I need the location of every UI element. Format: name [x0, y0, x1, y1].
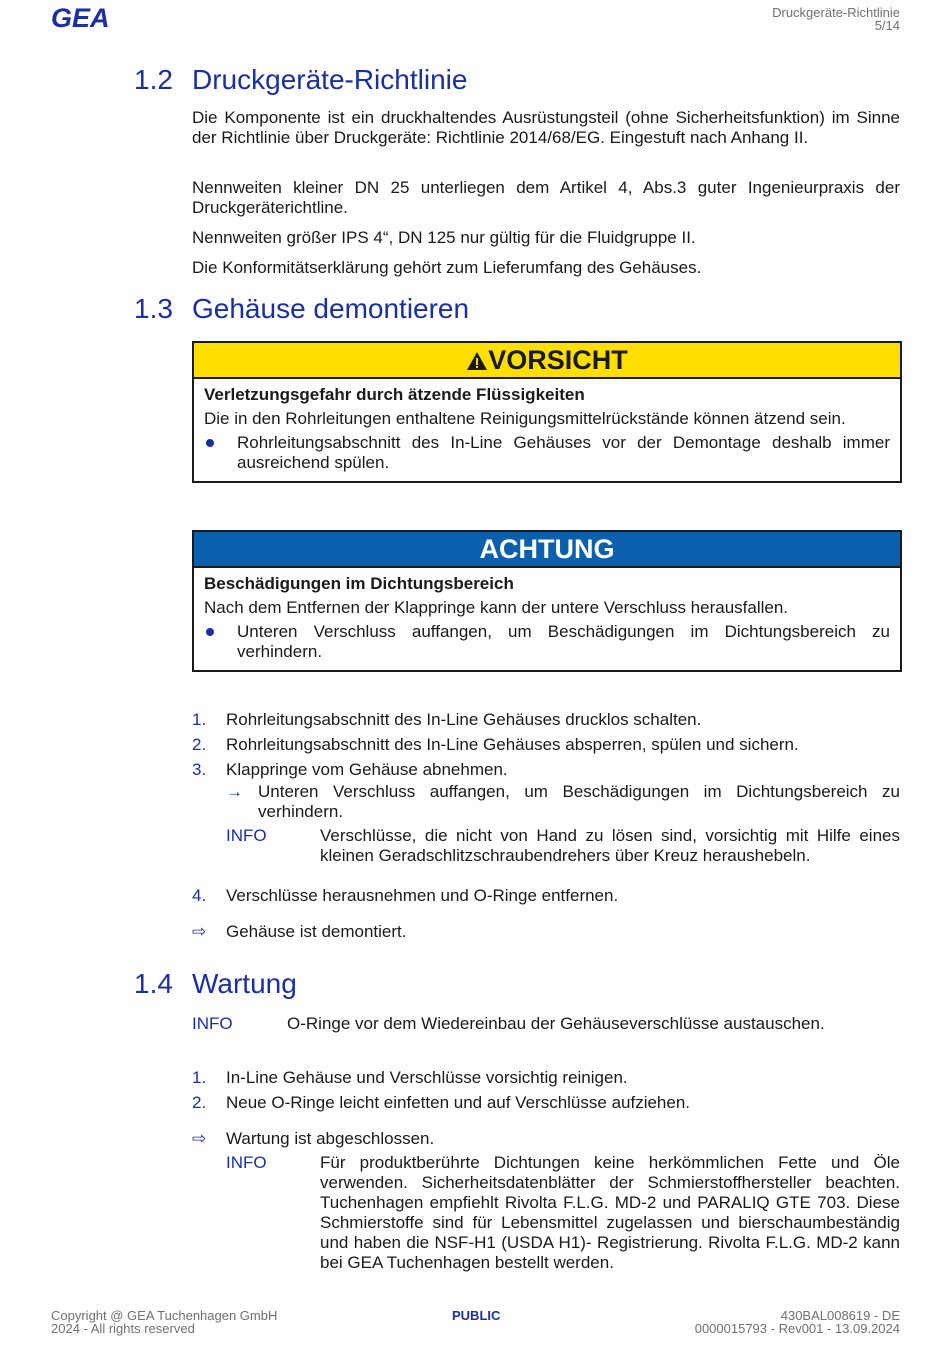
- info-label: INFO: [192, 1014, 233, 1033]
- paragraph: Nennweiten kleiner DN 25 unterliegen dem Artikel 4, Abs.3 guter Ingenieurpraxis der Druckgeräterichtline.: [192, 178, 900, 217]
- step-number: 2.: [192, 1093, 207, 1112]
- notice-body: [194, 568, 900, 670]
- footer-rights: 2024 - All rights reserved: [51, 1321, 195, 1336]
- warning-triangle-icon: [466, 351, 488, 371]
- header-page-number: 5/14: [874, 18, 900, 33]
- footer-classification: PUBLIC: [452, 1308, 501, 1323]
- step-number: 1.: [192, 710, 207, 729]
- caution-box: [192, 341, 902, 483]
- caution-body: [194, 379, 900, 481]
- paragraph: Die Komponente ist ein druckhaltendes Ausrüstungsteil (ohne Sicherheitsfunktion) im Sinne der Richtlinie über Druckgeräte: Richtlinie 2014/68/EG. Eingestuft nach Anhang II.: [192, 108, 900, 147]
- result-text: Gehäuse ist demontiert.: [226, 922, 407, 941]
- info-label: INFO: [226, 1153, 267, 1172]
- sub-step-text: Unteren Verschluss auffangen, um Beschädigungen im Dichtungsbereich zu verhindern.: [258, 782, 900, 821]
- svg-text:GEA: GEA: [51, 6, 110, 30]
- caution-bullet-text: Rohrleitungsabschnitt des In-Line Gehäuses vor der Demontage deshalb immer ausreichend spülen.: [237, 433, 890, 472]
- paragraph: Die Konformitätserklärung gehört zum Lieferumfang des Gehäuses.: [192, 258, 702, 277]
- caution-heading: Verletzungsgefahr durch ätzende Flüssigkeiten: [204, 385, 585, 404]
- caution-header: [194, 343, 900, 379]
- notice-header: [194, 532, 900, 568]
- result-text: Wartung ist abgeschlossen.: [226, 1129, 435, 1148]
- notice-box: [192, 530, 902, 672]
- caution-bullet: [204, 433, 890, 473]
- step-text: Rohrleitungsabschnitt des In-Line Gehäuses drucklos schalten.: [226, 710, 702, 729]
- info-label: INFO: [226, 826, 267, 845]
- bullet-dot-icon: [206, 439, 214, 447]
- gea-logo-graphic: [51, 6, 129, 30]
- notice-bullet: [204, 622, 890, 662]
- notice-text: Nach dem Entfernen der Klappringe kann der untere Verschluss herausfallen.: [204, 598, 789, 617]
- notice-label: ACHTUNG: [479, 534, 615, 564]
- footer-doc-id: 430BAL008619 - DE: [780, 1308, 900, 1323]
- section-number: 1.3: [134, 293, 173, 324]
- notice-heading: Beschädigungen im Dichtungsbereich: [204, 574, 514, 593]
- step-text: Klappringe vom Gehäuse abnehmen.: [226, 760, 508, 779]
- info-text: Für produktberührte Dichtungen keine herkömmlichen Fette und Öle verwenden. Sicherheitsdatenblätter der Schmierstoffhersteller beachten. Tuchenhagen empfiehlt Rivolta F.L.G. MD-2 und PARALIQ GTE 703. Diese Schmierstoffe sind für Lebensmittel zugelassen und bierschaumbeständig und haben die NSF-H1 (USDA H1)- Registrierung. Rivolta F.L.G. MD-2 kann bei GEA Tuchenhagen bestellt werden.: [320, 1153, 900, 1272]
- result-arrow-icon: ⇨: [192, 1129, 207, 1148]
- step-text: Verschlüsse herausnehmen und O-Ringe entfernen.: [226, 886, 619, 905]
- step-text: Rohrleitungsabschnitt des In-Line Gehäuses absperren, spülen und sichern.: [226, 735, 799, 754]
- step-text: Neue O-Ringe leicht einfetten und auf Verschlüsse aufziehen.: [226, 1093, 691, 1112]
- section-title: Druckgeräte-Richtlinie: [192, 64, 468, 95]
- header-doc-title: Druckgeräte-Richtlinie: [772, 5, 900, 20]
- gea-logo: [51, 6, 129, 30]
- step-number: 3.: [192, 760, 207, 779]
- section-title: Gehäuse demontieren: [192, 293, 470, 324]
- step-number: 2.: [192, 735, 207, 754]
- step-text: In-Line Gehäuse und Verschlüsse vorsichtig reinigen.: [226, 1068, 628, 1087]
- section-number: 1.2: [134, 64, 173, 95]
- caution-text: Die in den Rohrleitungen enthaltene Reinigungsmittelrückstände können ätzend sein.: [204, 409, 846, 428]
- section-number: 1.4: [134, 968, 173, 999]
- paragraph: Nennweiten größer IPS 4“, DN 125 nur gültig für die Fluidgruppe II.: [192, 228, 696, 247]
- section-title: Wartung: [192, 968, 297, 999]
- info-text: O-Ringe vor dem Wiedereinbau der Gehäuseverschlüsse austauschen.: [287, 1014, 825, 1033]
- result-arrow-icon: ⇨: [192, 922, 207, 941]
- notice-bullet-text: Unteren Verschluss auffangen, um Beschädigungen im Dichtungsbereich zu verhindern.: [237, 622, 890, 661]
- step-number: 1.: [192, 1068, 207, 1087]
- bullet-dot-icon: [206, 628, 214, 636]
- sub-step-arrow-icon: →: [226, 782, 243, 801]
- footer-revision: 0000015793 - Rev001 - 13.09.2024: [694, 1321, 900, 1336]
- step-number: 4.: [192, 886, 207, 905]
- caution-label: VORSICHT: [488, 345, 628, 375]
- info-text: Verschlüsse, die nicht von Hand zu lösen sind, vorsichtig mit Hilfe eines kleinen Geradschlitzschraubendrehers über Kreuz heraushebeln.: [320, 826, 900, 865]
- footer-copyright: Copyright @ GEA Tuchenhagen GmbH: [51, 1308, 278, 1323]
